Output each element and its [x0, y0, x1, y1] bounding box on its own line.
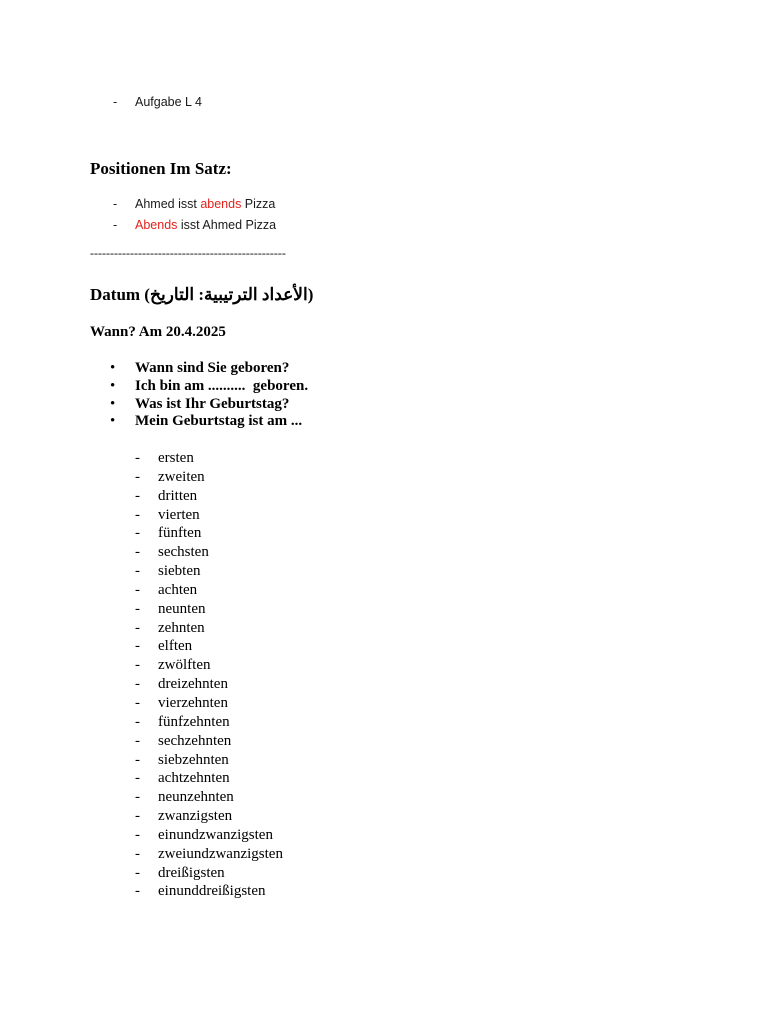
- list-item: [135, 449, 283, 468]
- list-item: [135, 600, 283, 619]
- ordinal-text: fünften: [158, 525, 202, 542]
- list-item: [135, 769, 283, 788]
- ordinal-text: zwanzigsten: [158, 808, 233, 825]
- list-item: [135, 487, 283, 506]
- list-item: [135, 807, 283, 826]
- dash-marker: -: [135, 657, 140, 674]
- wann-line: Wann? Am 20.4.2025: [90, 324, 226, 340]
- list-item: [135, 788, 283, 807]
- list-item: [135, 637, 283, 656]
- dash-marker: -: [135, 600, 140, 617]
- dash-marker: -: [135, 694, 140, 711]
- list-item: [135, 845, 283, 864]
- question-list: [110, 360, 308, 431]
- dash-marker: -: [113, 95, 118, 109]
- ordinal-text: sechzehnten: [158, 732, 232, 749]
- highlighted-word: abends: [200, 197, 242, 211]
- dash-marker: -: [135, 845, 140, 862]
- ordinal-text: elften: [158, 638, 193, 655]
- aufgabe-text: Aufgabe L 4: [135, 95, 202, 109]
- dash-marker: -: [135, 638, 140, 655]
- list-item: [135, 619, 283, 638]
- sentence-part: Ahmed isst: [135, 197, 201, 211]
- ordinal-text: einunddreißigsten: [158, 883, 266, 900]
- aufgabe-list: [113, 93, 202, 111]
- ordinal-text: dreißigsten: [158, 864, 225, 881]
- ordinal-text: ersten: [158, 450, 194, 466]
- highlighted-word: Abends: [135, 218, 178, 232]
- dash-marker: -: [135, 883, 140, 900]
- dash-marker: -: [135, 770, 140, 787]
- list-item: [135, 826, 283, 845]
- list-item: [135, 713, 283, 732]
- dash-marker: -: [135, 713, 140, 730]
- ordinal-text: neunten: [158, 600, 206, 617]
- question-text: Mein Geburtstag ist am ...: [135, 413, 303, 430]
- sentence-part: isst Ahmed Pizza: [177, 218, 277, 232]
- question-text: Was ist Ihr Geburtstag?: [135, 395, 290, 412]
- bullet-marker: •: [110, 360, 116, 376]
- dash-marker: -: [135, 619, 140, 636]
- ordinal-text: zweiundzwanzigsten: [158, 845, 283, 862]
- question-text: Wann sind Sie geboren?: [135, 360, 290, 376]
- dash-marker: -: [135, 525, 140, 542]
- ordinal-text: vierzehnten: [158, 694, 228, 711]
- dash-marker: -: [135, 450, 140, 466]
- datum-heading: Datum (الأعداد الترتيبية: التاريخ): [90, 285, 314, 304]
- positionen-list: [113, 194, 276, 236]
- ordinal-text: zehnten: [158, 619, 205, 636]
- dash-marker: -: [113, 197, 118, 211]
- ordinal-text: achtzehnten: [158, 770, 230, 787]
- list-item: [135, 468, 283, 487]
- dash-marker: -: [135, 544, 140, 561]
- dash-marker: -: [135, 732, 140, 749]
- list-item: [135, 543, 283, 562]
- ordinal-text: dritten: [158, 487, 198, 504]
- list-item: [135, 694, 283, 713]
- list-item: [135, 656, 283, 675]
- ordinal-text: siebzehnten: [158, 751, 229, 768]
- list-item: [110, 413, 308, 431]
- dash-marker: -: [135, 506, 140, 523]
- dash-marker: -: [135, 864, 140, 881]
- ordinal-text: zwölften: [158, 657, 211, 674]
- dash-marker: -: [135, 676, 140, 693]
- question-text: Ich bin am .......... geboren.: [135, 377, 309, 394]
- ordinal-text: vierten: [158, 506, 200, 523]
- dash-marker: -: [135, 751, 140, 768]
- positionen-heading: Positionen Im Satz:: [90, 159, 232, 178]
- list-item: [110, 360, 308, 378]
- list-item: [135, 581, 283, 600]
- ordinal-text: einundzwanzigsten: [158, 826, 273, 843]
- list-item: [113, 93, 202, 111]
- dash-marker: -: [135, 468, 140, 485]
- dash-marker: -: [135, 826, 140, 843]
- bullet-marker: •: [110, 413, 116, 430]
- list-item: [113, 215, 276, 236]
- list-item: [110, 396, 308, 414]
- ordinal-list: [135, 449, 283, 901]
- ordinal-text: sechsten: [158, 544, 209, 561]
- dash-marker: -: [135, 581, 140, 598]
- list-item: [135, 751, 283, 770]
- list-item: [135, 732, 283, 751]
- ordinal-text: neunzehnten: [158, 789, 234, 806]
- list-item: [135, 524, 283, 543]
- list-item: [135, 562, 283, 581]
- separator-line: -------------------------------------------------: [90, 246, 286, 260]
- dash-marker: -: [135, 487, 140, 504]
- ordinal-text: fünfzehnten: [158, 713, 230, 730]
- list-item: [110, 378, 308, 396]
- dash-marker: -: [135, 789, 140, 806]
- ordinal-text: achten: [158, 581, 198, 598]
- list-item: [135, 675, 283, 694]
- bullet-marker: •: [110, 377, 116, 394]
- dash-marker: -: [113, 218, 118, 232]
- ordinal-text: siebten: [158, 563, 201, 580]
- ordinal-text: dreizehnten: [158, 676, 228, 693]
- list-item: [135, 864, 283, 883]
- sentence-part: Pizza: [241, 197, 276, 211]
- dash-marker: -: [135, 563, 140, 580]
- list-item: [113, 194, 276, 215]
- list-item: [135, 506, 283, 525]
- dash-marker: -: [135, 808, 140, 825]
- bullet-marker: •: [110, 395, 116, 412]
- ordinal-text: zweiten: [158, 468, 205, 485]
- list-item: [135, 882, 283, 901]
